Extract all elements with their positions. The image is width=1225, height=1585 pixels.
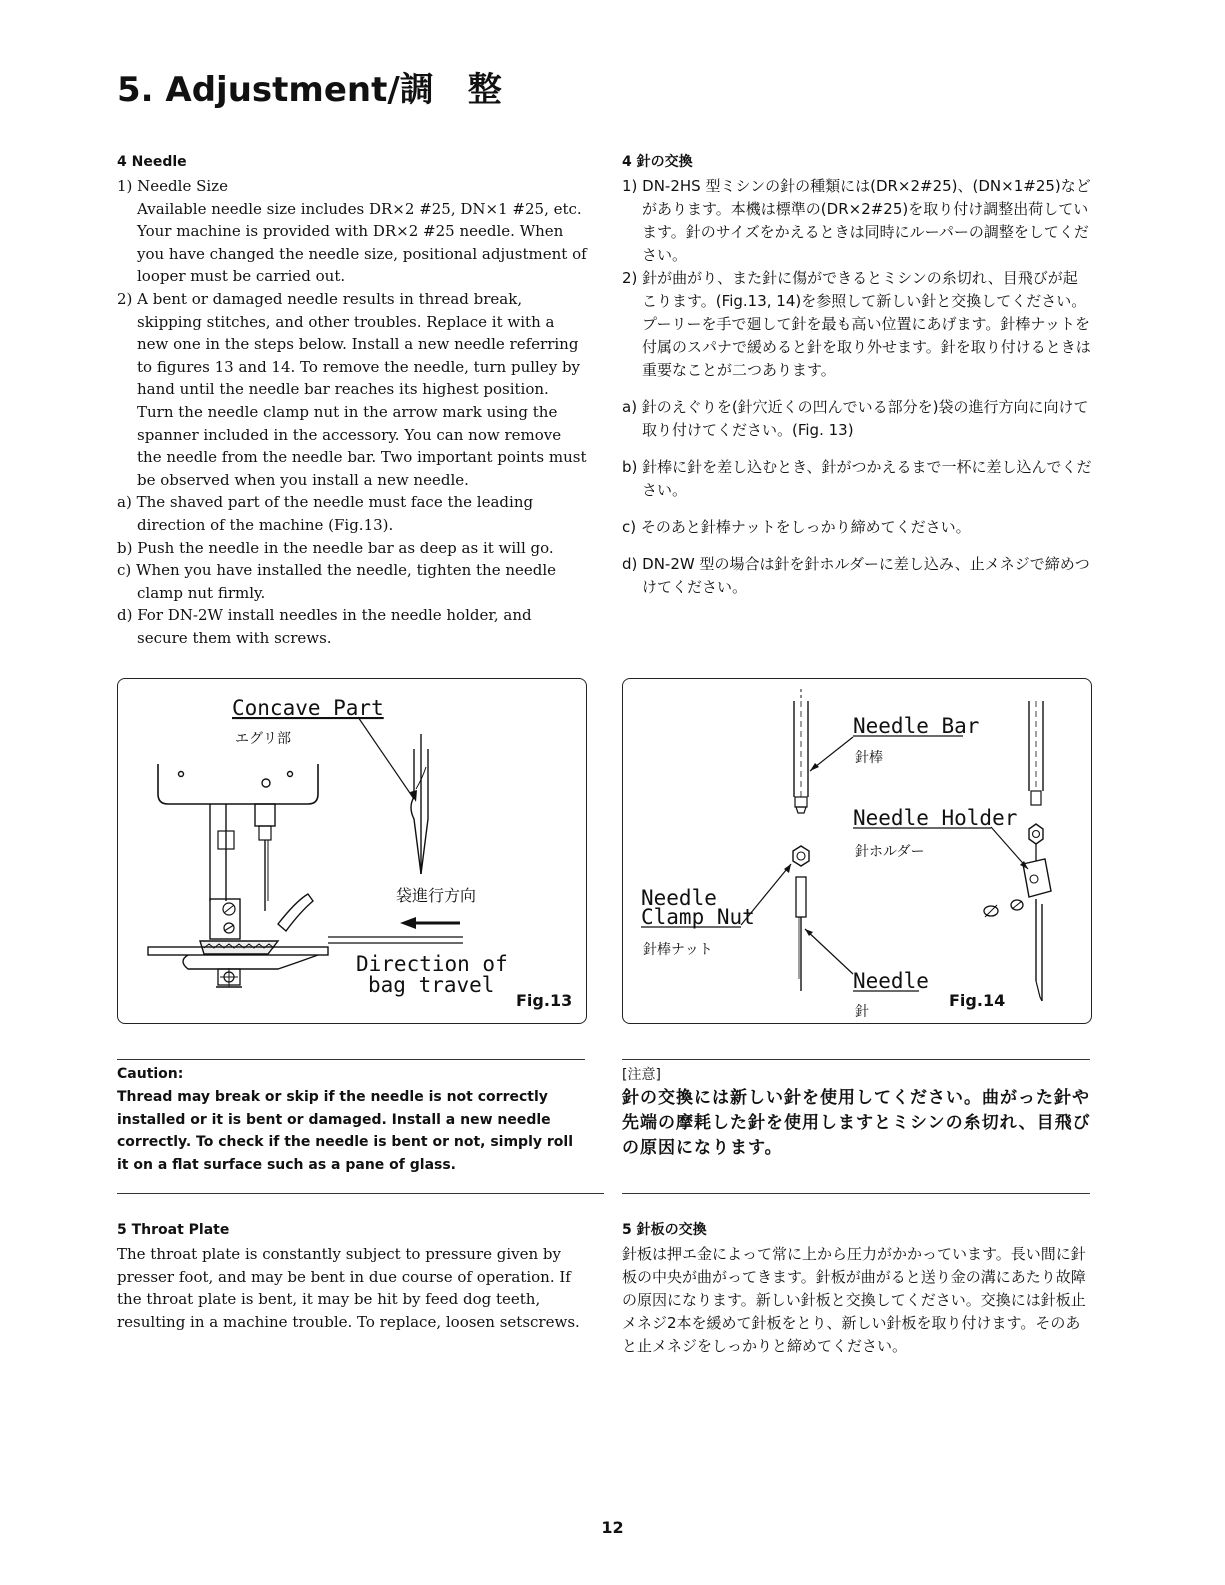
throat-body-en: The throat plate is constantly subject to pressure given by presser foot, and may be bent in due course of operation. If the throat plate is bent, it may be hit by feed dog teeth, resulting in a machine trouble. To replace, loosen setscrews. <box>117 1245 580 1331</box>
needle-point-a: a) The shaved part of the needle must face the leading direction of the machine (Fig.13). <box>117 493 534 534</box>
figure-14-drawing <box>623 679 1091 1023</box>
caution-body-jp: 針の交換には新しい針を使用してください。曲がった針や先端の摩耗した針を使用しますとミシンの糸切れ、目飛びの原因になります。 <box>622 1088 1091 1158</box>
needle-jp-c: c) そのあと針棒ナットをしっかり締めてください。 <box>622 518 971 536</box>
figure-13-drawing <box>118 679 586 1023</box>
page-number: 12 <box>601 1518 624 1537</box>
needle-section-en <box>117 153 587 649</box>
fig13-concave-label-jp: エグリ部 <box>235 731 291 747</box>
needle-heading-en: 4 Needle <box>117 154 187 170</box>
fig13-ref: Fig.13 <box>516 991 573 1010</box>
needle-jp-b: b) 針棒に針を差し込むとき、針がつかえるまで一杯に差し込んでください。 <box>622 458 1092 499</box>
page-title: 5. Adjustment/調 整 <box>117 70 502 110</box>
fig14-clamp-label-1: Needle <box>641 886 717 910</box>
needle-jp-d: d) DN-2W 型の場合は針を針ホルダーに差し込み、止メネジで締めつけてください。 <box>622 555 1090 596</box>
caution-rule-top-en <box>117 1059 585 1060</box>
fig14-holder-label: Needle Holder <box>853 806 1018 830</box>
fig14-ref: Fig.14 <box>949 991 1006 1010</box>
needle-point-b: b) Push the needle in the needle bar as deep as it will go. <box>117 538 554 557</box>
throat-body-jp: 針板は押エ金によって常に上から圧力がかかっています。長い間に針板の中央が曲がってきます。針板が曲がると送り金の溝にあたり故障の原因になります。新しい針板と交換してください。交換には針板止メネジ2本を緩めて針板をとり、新しい針板を取り付けます。そのあと止メネジをしっかりと締めてください。 <box>622 1245 1086 1355</box>
fig13-direction-label-1: Direction of <box>356 952 508 976</box>
needle-replace-body: 2) A bent or damaged needle results in thread break, skipping stitches, and other troubles. Replace it with a new one in the steps below. Install a new needle referring to figures 13 and 14. To remove the needle, turn pulley by hand until the needle bar reaches its highest position. Turn the needle clamp nut in the arrow mark using the spanner included in the accessory. You can now remove the needle from the needle bar. Two important points must be observed when you install a new needle. <box>117 289 587 489</box>
caution-rule-bottom-jp <box>622 1193 1090 1194</box>
fig14-needle-bar-label: Needle Bar <box>853 714 980 738</box>
fig14-clamp-label-jp: 針棒ナット <box>643 942 713 958</box>
caution-body-en: Thread may break or skip if the needle is not correctly installed or it is bent or damaged. Install a new needle correctly. To check if the needle is bent or not, simply roll it on a flat surface such as a pane of glass. <box>117 1089 573 1173</box>
needle-jp-item1: 1) DN-2HS 型ミシンの針の種類には(DR×2#25)、(DN×1#25)などがあります。本機は標準の(DR×2#25)を取り付け調整出荷しています。針のサイズをかえるときは同時にルーパーの調整をしてください。 <box>622 177 1091 264</box>
needle-point-c: c) When you have installed the needle, tighten the needle clamp nut firmly. <box>117 561 557 602</box>
needle-jp-item2: 2) 針が曲がり、また針に傷ができるとミシンの糸切れ、目飛びが起こります。(Fig.13, 14)を参照して新しい針と交換してください。プーリーを手で廻して針を最も高い位置にあげます。針棒ナットを付属のスパナで緩めると針を取り外せます。針を取り付けるときは重要なことが二つあります。 <box>622 269 1091 379</box>
figure-14 <box>622 678 1092 1024</box>
throat-section-en <box>117 1221 587 1333</box>
caution-jp <box>622 1064 1092 1161</box>
fig13-direction-label-jp: 袋進行方向 <box>396 886 477 905</box>
needle-section-jp <box>622 153 1092 599</box>
fig13-direction-label-2: bag travel <box>368 973 495 997</box>
throat-section-jp <box>622 1221 1092 1358</box>
fig14-holder-label-jp: 針ホルダー <box>855 844 925 860</box>
throat-heading-en: 5 Throat Plate <box>117 1222 230 1238</box>
throat-heading-jp: 5 針板の交換 <box>622 1222 707 1238</box>
needle-point-d: d) For DN-2W install needles in the needle holder, and secure them with screws. <box>117 606 532 647</box>
fig14-needle-label: Needle <box>853 969 929 993</box>
needle-heading-jp: 4 針の交換 <box>622 154 693 170</box>
caution-en <box>117 1066 587 1176</box>
caution-rule-top-jp <box>622 1059 1090 1060</box>
fig14-needle-label-jp: 針 <box>855 1004 869 1020</box>
figure-13 <box>117 678 587 1024</box>
needle-size-body: Available needle size includes DR×2 #25, DN×1 #25, etc. Your machine is provided with DR×2 #25 needle. When you have changed the needle size, positional adjustment of looper must be carried out. <box>137 199 587 286</box>
needle-jp-a: a) 針のえぐりを(針穴近くの凹んでいる部分を)袋の進行方向に向けて取り付けてください。(Fig. 13) <box>622 398 1089 439</box>
caution-rule-bottom-en <box>117 1193 604 1194</box>
fig14-needle-bar-label-jp: 針棒 <box>855 750 883 766</box>
needle-size-title: 1) Needle Size <box>117 177 228 195</box>
caution-title-jp: [注意] <box>622 1067 661 1083</box>
fig14-clamp-label-2: Clamp Nut <box>641 905 755 929</box>
caution-title-en: Caution: <box>117 1066 184 1082</box>
fig13-concave-label: Concave Part <box>232 696 384 720</box>
